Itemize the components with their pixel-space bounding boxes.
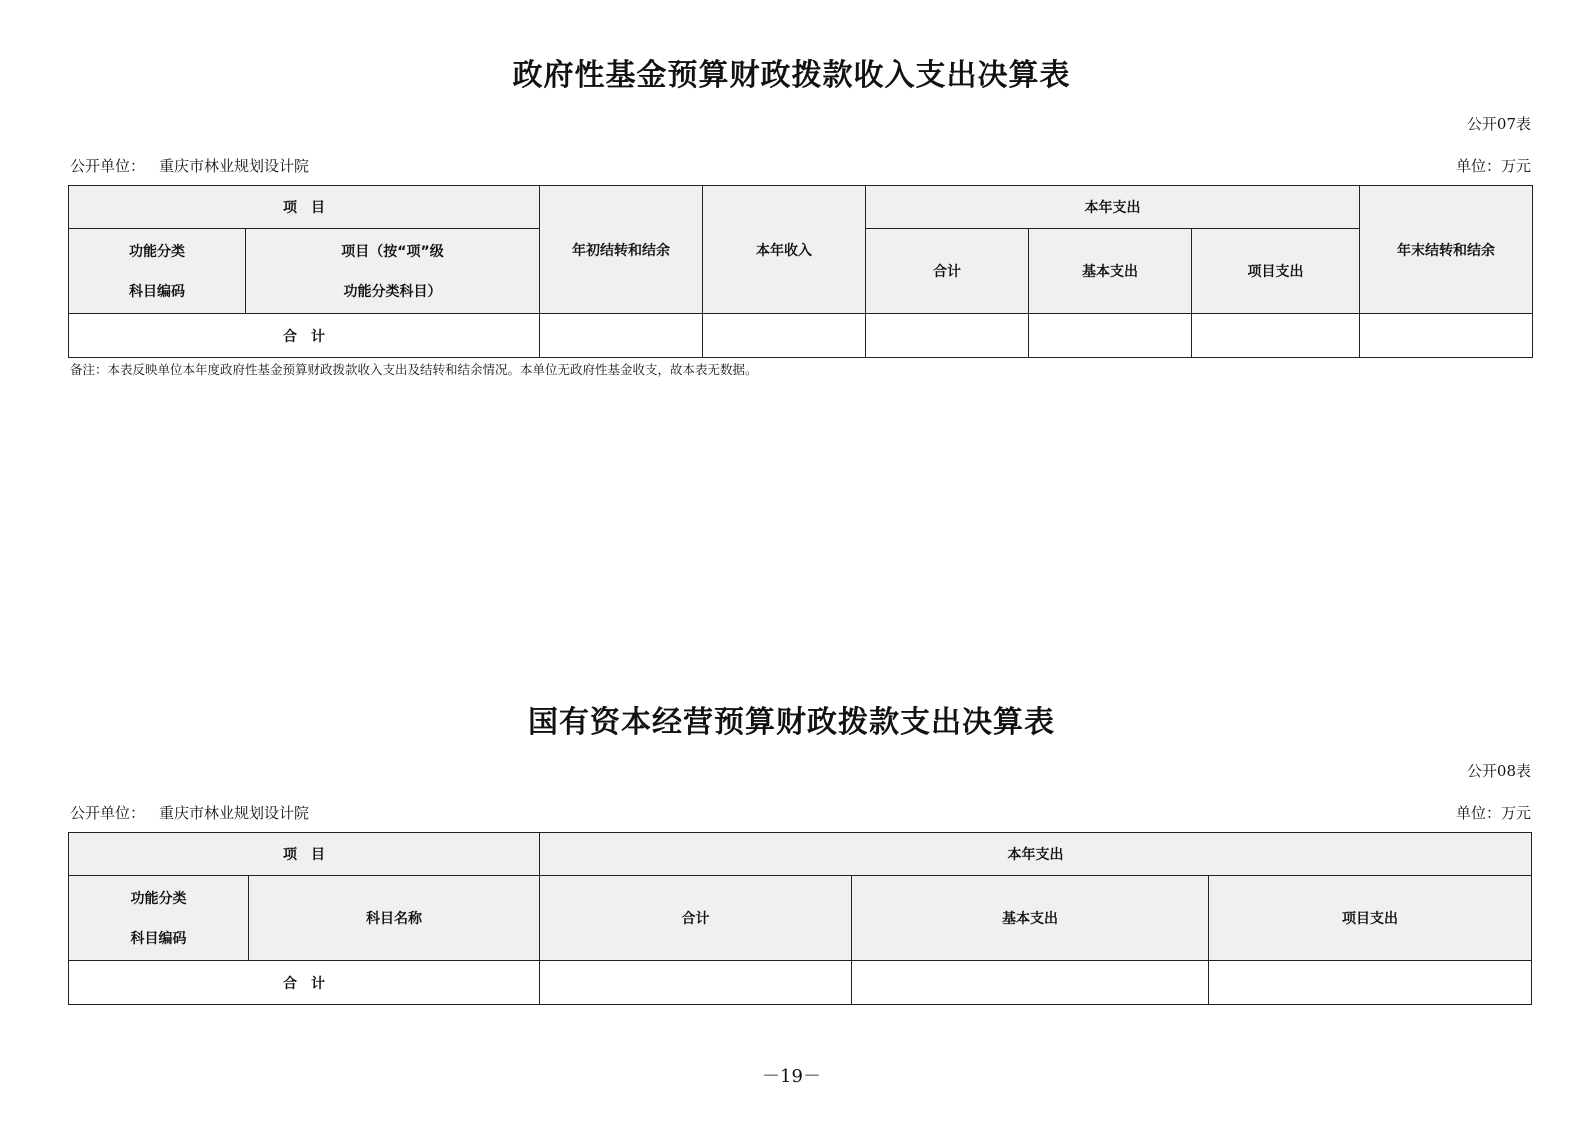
total-expense-total [540, 961, 852, 1005]
header-expense-total: 合计 [866, 229, 1029, 314]
reporting-unit-name: 重庆市林业规划设计院 [159, 804, 310, 822]
header-func-code-line1: 功能分类 [129, 244, 185, 260]
header-expense-project: 项目支出 [1192, 229, 1360, 314]
header-expense-project: 项目支出 [1209, 876, 1532, 961]
header-expense-total: 合计 [540, 876, 852, 961]
table07-reporting-unit [70, 155, 309, 176]
header-item-name-line1: 项目（按“项”级 [341, 244, 444, 260]
header-begin-balance: 年初结转和结余 [540, 186, 703, 314]
table07-note: 备注：本表反映单位本年度政府性基金预算财政拨款收入支出及结转和结余情况。本单位无政府性基金收支，故本表无数据。 [70, 362, 758, 377]
header-func-code [69, 229, 246, 314]
header-expense: 本年支出 [540, 833, 1532, 876]
table08-title: 国有资本经营预算财政拨款支出决算表 [528, 705, 1055, 740]
header-end-balance: 年末结转和结余 [1360, 186, 1533, 314]
table07-amount-unit: 单位：万元 [1455, 157, 1531, 175]
page-number: －19－ [762, 1066, 821, 1087]
total-expense-basic [852, 961, 1209, 1005]
total-label: 合 计 [69, 961, 540, 1005]
header-func-code-line1: 功能分类 [130, 891, 187, 907]
header-expense-basic: 基本支出 [852, 876, 1209, 961]
total-expense-project [1209, 961, 1532, 1005]
total-end-balance [1360, 314, 1533, 358]
header-expense: 本年支出 [866, 186, 1360, 229]
header-item-name-line2: 功能分类科目） [343, 284, 442, 300]
table07-code: 公开07表 [1466, 115, 1531, 133]
total-expense-basic [1029, 314, 1192, 358]
reporting-unit-name: 重庆市林业规划设计院 [159, 157, 310, 175]
header-item: 项 目 [69, 186, 540, 229]
total-expense-total [866, 314, 1029, 358]
header-income: 本年收入 [703, 186, 866, 314]
header-expense-basic: 基本支出 [1029, 229, 1192, 314]
table07-title: 政府性基金预算财政拨款收入支出决算表 [512, 58, 1071, 93]
table08-code: 公开08表 [1466, 762, 1531, 780]
total-begin-balance [540, 314, 703, 358]
reporting-unit-label: 公开单位： [70, 157, 146, 175]
table08-reporting-unit [70, 802, 309, 823]
header-func-code [69, 876, 249, 961]
total-label: 合 计 [69, 314, 540, 358]
reporting-unit-label: 公开单位： [70, 804, 146, 822]
table08-amount-unit: 单位：万元 [1455, 804, 1531, 822]
total-expense-project [1192, 314, 1360, 358]
table07 [68, 185, 1533, 358]
header-func-code-line2: 科目编码 [130, 931, 187, 947]
total-income [703, 314, 866, 358]
table08 [68, 832, 1532, 1005]
header-item: 项 目 [69, 833, 540, 876]
header-func-code-line2: 科目编码 [129, 284, 185, 300]
header-item-name [246, 229, 540, 314]
header-subject-name: 科目名称 [249, 876, 540, 961]
